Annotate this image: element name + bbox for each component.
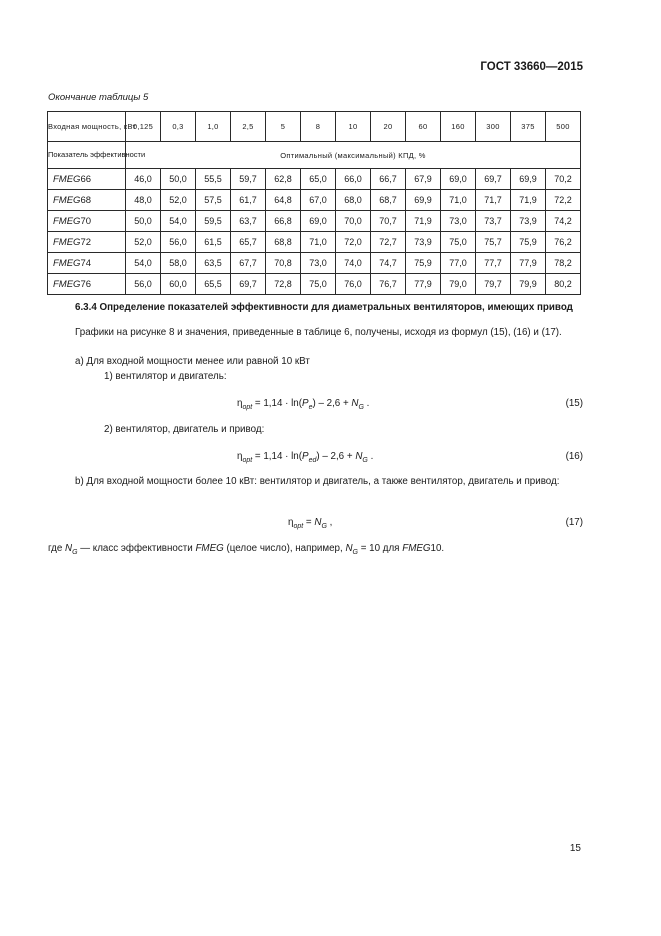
table-row — [48, 211, 581, 232]
value-cell: 79,9 — [511, 274, 546, 295]
power-cell: 5 — [266, 112, 301, 142]
value-cell: 66,8 — [266, 211, 301, 232]
value-cell: 78,2 — [546, 253, 581, 274]
value-cell: 75,7 — [476, 232, 511, 253]
value-cell: 48,0 — [126, 190, 161, 211]
value-cell: 71,9 — [406, 211, 441, 232]
value-cell: 71,0 — [301, 232, 336, 253]
value-cell: 71,7 — [476, 190, 511, 211]
power-cell: 2,5 — [231, 112, 266, 142]
value-cell: 77,9 — [511, 253, 546, 274]
example-number: 10. — [430, 543, 445, 554]
efficiency-class-cell — [48, 274, 126, 295]
value-cell: 64,8 — [266, 190, 301, 211]
value-cell: 75,0 — [441, 232, 476, 253]
table-row — [48, 190, 581, 211]
power-cell: 300 — [476, 112, 511, 142]
efficiency-span-header: Оптимальный (максимальный) КПД, % — [126, 142, 581, 169]
item-b: b) Для входной мощности более 10 кВт: вентилятор и двигатель, а также вентилятор, двигатель и привод: — [75, 476, 560, 487]
g-subscript: G — [358, 404, 364, 411]
formula-number-15: (15) — [565, 398, 583, 409]
value-cell: 54,0 — [126, 253, 161, 274]
value-cell: 68,0 — [336, 190, 371, 211]
value-cell: 73,7 — [476, 211, 511, 232]
power-cell: 10 — [336, 112, 371, 142]
where-text: (целое число), например, — [223, 543, 346, 554]
value-cell: 61,5 — [196, 232, 231, 253]
value-cell: 67,7 — [231, 253, 266, 274]
efficiency-class-cell — [48, 253, 126, 274]
power-cell: 160 — [441, 112, 476, 142]
value-cell: 62,8 — [266, 169, 301, 190]
formula-17 — [288, 515, 332, 531]
formula-text: = 1,14 · ln( — [252, 451, 303, 462]
class-number: 76 — [80, 278, 92, 290]
g-subscript: G — [362, 457, 368, 464]
class-number: 72 — [80, 236, 92, 248]
class-prefix: FMEG — [53, 194, 81, 206]
power-cell: 60 — [406, 112, 441, 142]
item-a2: 2) вентилятор, двигатель и привод: — [104, 424, 265, 435]
formula-end: . — [363, 398, 370, 409]
value-cell: 52,0 — [161, 190, 196, 211]
formula-number-16: (16) — [565, 451, 583, 462]
table-caption: Окончание таблицы 5 — [48, 92, 149, 103]
power-header-cell: Входная мощность, кВт — [48, 112, 126, 142]
formula-end: , — [326, 517, 333, 528]
opt-subscript: opt — [242, 404, 253, 411]
n-symbol: N — [351, 398, 359, 409]
page-number: 15 — [569, 843, 581, 854]
value-cell: 68,7 — [371, 190, 406, 211]
value-cell: 73,0 — [301, 253, 336, 274]
value-cell: 63,5 — [196, 253, 231, 274]
value-cell: 58,0 — [161, 253, 196, 274]
g-subscript: G — [321, 523, 327, 530]
value-cell: 74,2 — [546, 211, 581, 232]
indicator-header-row — [48, 142, 581, 169]
power-symbol: P — [302, 451, 309, 462]
value-cell: 72,0 — [336, 232, 371, 253]
value-cell: 61,7 — [231, 190, 266, 211]
where-lead: где — [48, 543, 66, 554]
class-number: 74 — [80, 257, 92, 269]
value-cell: 46,0 — [126, 169, 161, 190]
table-row — [48, 274, 581, 295]
power-cell: 20 — [371, 112, 406, 142]
class-prefix: FMEG — [53, 173, 81, 185]
formula-text: = 1,14 · ln( — [252, 398, 303, 409]
value-cell: 69,9 — [406, 190, 441, 211]
item-a1: 1) вентилятор и двигатель: — [104, 371, 227, 382]
power-cell: 0,125 — [126, 112, 161, 142]
value-cell: 50,0 — [126, 211, 161, 232]
value-cell: 73,0 — [441, 211, 476, 232]
power-cell: 8 — [301, 112, 336, 142]
efficiency-class-cell — [48, 169, 126, 190]
table-row — [48, 232, 581, 253]
eta-symbol: η — [237, 398, 243, 409]
value-cell: 69,0 — [441, 169, 476, 190]
value-cell: 69,7 — [231, 274, 266, 295]
value-cell: 72,8 — [266, 274, 301, 295]
value-cell: 67,0 — [301, 190, 336, 211]
value-cell: 70,2 — [546, 169, 581, 190]
indicator-header-cell: Показатель эффективности — [48, 142, 126, 169]
value-cell: 76,2 — [546, 232, 581, 253]
table-row — [48, 169, 581, 190]
value-cell: 77,0 — [441, 253, 476, 274]
value-cell: 66,7 — [371, 169, 406, 190]
class-prefix: FMEG — [53, 215, 81, 227]
formula-number-17: (17) — [565, 517, 583, 528]
value-cell: 65,5 — [196, 274, 231, 295]
efficiency-class-cell — [48, 211, 126, 232]
value-cell: 70,0 — [336, 211, 371, 232]
value-cell: 77,9 — [406, 274, 441, 295]
value-cell: 71,0 — [441, 190, 476, 211]
g-subscript: G — [72, 549, 78, 556]
power-cell: 1,0 — [196, 112, 231, 142]
standard-number: ГОСТ 33660—2015 — [480, 61, 583, 73]
value-cell: 69,7 — [476, 169, 511, 190]
where-explanation — [48, 541, 444, 557]
efficiency-class-cell — [48, 190, 126, 211]
class-prefix: FMEG — [53, 278, 81, 290]
eta-symbol: η — [237, 451, 243, 462]
value-cell: 70,7 — [371, 211, 406, 232]
value-cell: 66,0 — [336, 169, 371, 190]
formula-15 — [237, 396, 369, 412]
value-cell: 63,7 — [231, 211, 266, 232]
value-cell: 77,7 — [476, 253, 511, 274]
value-cell: 50,0 — [161, 169, 196, 190]
value-cell: 67,9 — [406, 169, 441, 190]
value-cell: 59,5 — [196, 211, 231, 232]
n-symbol: N — [65, 543, 73, 554]
value-cell: 65,0 — [301, 169, 336, 190]
eta-symbol: η — [288, 517, 294, 528]
value-cell: 56,0 — [126, 274, 161, 295]
value-cell: 73,9 — [406, 232, 441, 253]
value-cell: 79,0 — [441, 274, 476, 295]
value-cell: 71,9 — [511, 190, 546, 211]
class-prefix: FMEG — [53, 257, 81, 269]
value-cell: 54,0 — [161, 211, 196, 232]
value-cell: 79,7 — [476, 274, 511, 295]
power-cell: 0,3 — [161, 112, 196, 142]
value-cell: 65,7 — [231, 232, 266, 253]
value-cell: 70,8 — [266, 253, 301, 274]
value-cell: 75,9 — [511, 232, 546, 253]
class-prefix: FMEG — [53, 236, 81, 248]
class-number: 68 — [80, 194, 92, 206]
value-cell: 68,8 — [266, 232, 301, 253]
power-cell: 375 — [511, 112, 546, 142]
opt-subscript: opt — [242, 457, 253, 464]
where-text: = 10 для — [357, 543, 403, 554]
power-cell: 500 — [546, 112, 581, 142]
value-cell: 60,0 — [161, 274, 196, 295]
power-header-row — [48, 112, 581, 142]
formula-text: ) – 2,6 + — [312, 398, 352, 409]
value-cell: 73,9 — [511, 211, 546, 232]
value-cell: 57,5 — [196, 190, 231, 211]
g-subscript: G — [352, 549, 358, 556]
class-number: 66 — [80, 173, 92, 185]
item-a: а) Для входной мощности менее или равной 10 кВт — [75, 356, 310, 367]
value-cell: 52,0 — [126, 232, 161, 253]
value-cell: 72,7 — [371, 232, 406, 253]
table-row — [48, 253, 581, 274]
value-cell: 76,7 — [371, 274, 406, 295]
power-symbol: P — [302, 398, 309, 409]
value-cell: 74,0 — [336, 253, 371, 274]
n-symbol: N — [355, 451, 363, 462]
value-cell: 69,0 — [301, 211, 336, 232]
class-number: 70 — [80, 215, 92, 227]
value-cell: 75,9 — [406, 253, 441, 274]
n-symbol: N — [345, 543, 353, 554]
value-cell: 59,7 — [231, 169, 266, 190]
formula-text: ) – 2,6 + — [316, 451, 356, 462]
formula-16 — [237, 449, 373, 465]
value-cell: 55,5 — [196, 169, 231, 190]
formula-end: . — [367, 451, 374, 462]
value-cell: 75,0 — [301, 274, 336, 295]
value-cell: 72,2 — [546, 190, 581, 211]
efficiency-table — [47, 111, 581, 295]
section-heading: 6.3.4 Определение показателей эффективности для диаметральных вентиляторов, имеющих привод — [75, 302, 573, 313]
value-cell: 76,0 — [336, 274, 371, 295]
power-subscript: ed — [308, 457, 317, 464]
intro-paragraph: Графики на рисунке 8 и значения, приведенные в таблице 6, получены, исходя из формул (15), (16) и (17). — [75, 327, 562, 338]
power-subscript: e — [308, 404, 313, 411]
value-cell: 56,0 — [161, 232, 196, 253]
efficiency-class-cell — [48, 232, 126, 253]
formula-text: = — [303, 517, 315, 528]
value-cell: 69,9 — [511, 169, 546, 190]
fmeg-term: FMEG — [195, 543, 224, 554]
value-cell: 80,2 — [546, 274, 581, 295]
fmeg-term: FMEG — [402, 543, 431, 554]
value-cell: 74,7 — [371, 253, 406, 274]
where-text: — класс эффективности — [77, 543, 196, 554]
n-symbol: N — [314, 517, 322, 528]
opt-subscript: opt — [293, 523, 304, 530]
